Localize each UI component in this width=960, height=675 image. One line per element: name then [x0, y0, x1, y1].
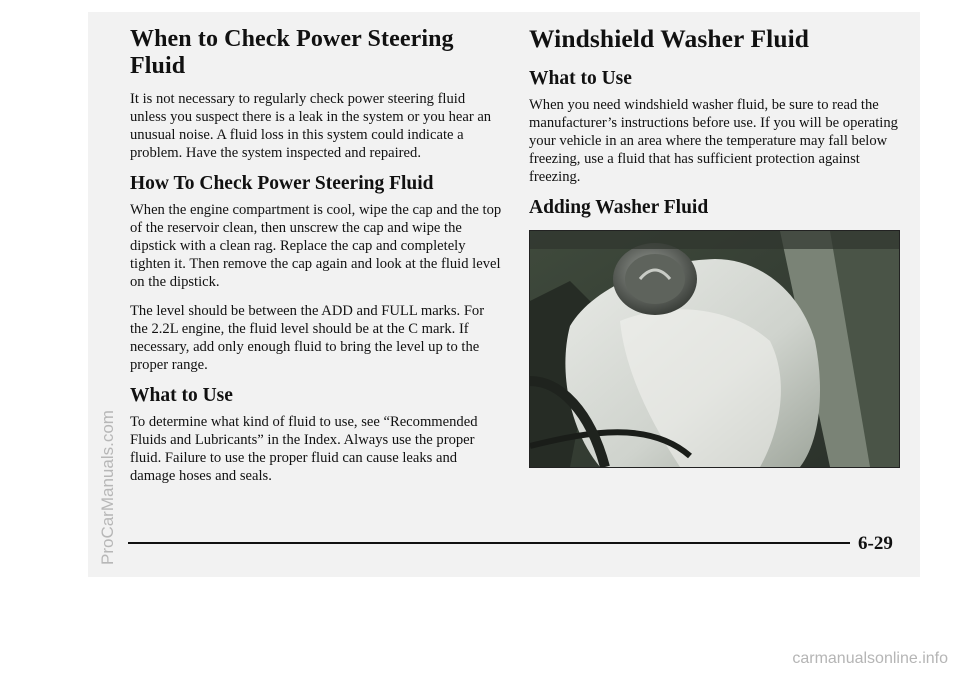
bottom-watermark: carmanualsonline.info	[792, 650, 948, 667]
footer-rule	[128, 542, 850, 544]
left-column	[130, 26, 505, 496]
heading-what-to-use-washer: What to Use	[529, 68, 632, 89]
washer-reservoir-illustration	[530, 231, 899, 467]
heading-adding-washer-fluid: Adding Washer Fluid	[529, 197, 709, 218]
paragraph-fluid-level: The level should be between the ADD and FULL marks. For the 2.2L engine, the fluid level should be at the C mark. If necessary, add only enough fluid to bring the level up to the proper range.	[130, 303, 485, 373]
side-watermark	[98, 535, 118, 565]
section-title-washer-fluid: Windshield Washer Fluid	[529, 24, 810, 53]
section-title-power-steering: When to Check Power Steering Fluid	[130, 26, 454, 79]
page-number: 6-29	[858, 533, 893, 554]
paragraph-power-steering-intro: It is not necessary to regularly check power steering fluid unless you suspect there is a leak in the system or you hear an unusual noise. A fluid loss in this system could indicate a problem. Have the system inspected and repaired.	[130, 91, 492, 161]
paragraph-washer-instructions: When you need windshield washer fluid, be sure to read the manufacturer’s instructions before use. If you will be operating your vehicle in an area where the temperature may fall below freezing, use a fluid that has sufficient protection against freezing.	[529, 97, 898, 185]
heading-what-to-use-steering: What to Use	[130, 385, 233, 406]
right-column	[529, 24, 904, 225]
heading-how-to-check: How To Check Power Steering Fluid	[130, 173, 434, 194]
washer-reservoir-photo	[529, 230, 900, 468]
paragraph-fluid-type: To determine what kind of fluid to use, see “Recommended Fluids and Lubricants” in the Index. Always use the proper fluid. Failure to use the proper fluid can cause leaks and damage hoses and seals.	[130, 414, 478, 484]
paragraph-check-procedure: When the engine compartment is cool, wipe the cap and the top of the reservoir clean, then unscrew the cap and wipe the dipstick with a clean rag. Replace the cap and completely tighten it. Then remove the cap again and look at the fluid level on the dipstick.	[130, 202, 502, 290]
